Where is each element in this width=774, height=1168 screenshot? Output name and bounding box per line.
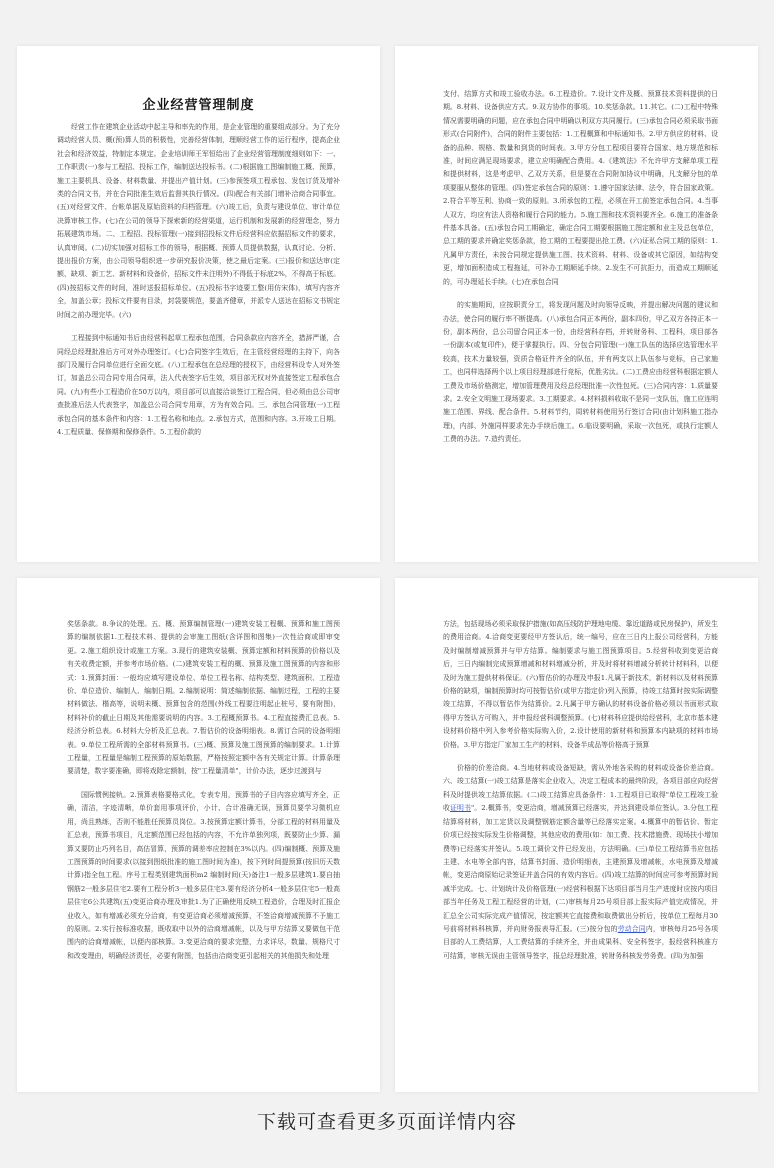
document-page-3	[17, 578, 380, 1092]
page1-paragraph-2: 工程接到中标通知书后由经营科起草工程承包范围，合同条款应内容齐全，措辞严谨，合同经总经理批准后方可对外办理签订。(七)合同签字生效后，在主管经营经理的主持下，向各部门及履行合同单位进行全面交底。(八)工程承包在总经理的授权下，由经营科设专人对外签订，加盖总公司合同专用合同章，法人代表签字后生效，项目部无权对外直接签定工程承包合同。(九)有些小工程造价在50万以内，项目部可以直接洽谈签订工程合同，但必须由总公司审查批准后法人代表签字，加盖总公司合同专用章，方为有效合同。三、承包合同管理(一)工程承包合同的基本条件和内容：1.工程名称和地点。2.承包方式，范围和内容。3.开竣工日期。4.工程质量、保修期和保修条件。5.工程价款的	[57, 334, 340, 436]
page4-paragraph-1: 方法，包括现场必须采取保护措施(如高压线防护理地电缆、靠近道路或民房保护)，所发生的费用洽商。4.洽商变更要经甲方签认后，统一编号，应在三日内上报公司经营科，方能及时编制增减预算并与甲方结算。编制要求与施工图预算项目。5.经营科收到变更洽商后，三日内编制完成预算增减和材料增减分析，并及时将材料增减分析转计材料科，以便及时为施工提供材料保证。(六)暂估价的办理及申报1.凡属于新技术，新材料以及材料预算价格的缺项，编制预算时均可按暂估价(或甲方指定价)列入预算，待竣工结算时按实际调整竣工结算，不得以暂估作为结算价。2.凡属于甲方确认的材料设备价格必须以书面形式取得甲方签认方可购入，并申报经营科调整预算。(七)材料科应提供给经营科，北京市基本建设材料价格中列入参考价格实际购入价，2.设计使用的新材料和预算本内缺项的材料市场价格。3.甲方指定厂家加工生产的材料、设备半成品等价格高于预算	[443, 620, 718, 749]
page2-paragraph-1: 支付、结算方式和竣工验收办法。6.工程造价。7.设计文件及概、预算技术资料提供的日期。8.材料、设备供应方式。9.双方协作的事项。10.奖惩条款。11.其它。(二)工程中特殊情况需要明确的问题，应在承包合同中明确以利双方共同履行。(三)承包合同必须采取书面形式(合同附件)，合同的附件主要包括：1.工程概算和中标通知书。2.甲方供应的材料、设备的品种、规格、数量和到货的时间表。3.甲方分包工程项目要符合国家、地方规范和标准，时间应满足现场要求，建立应明确配合费用。4.《建筑法》不允许甲方支解单项工程和提供材料，这是考虑甲、乙双方关系，但是要在合同附加协议中明确，凡支解分包的单项要服从整体的管理。(四)签定承包合同的原则：1.遵守国家法律、法令，符合国家政策。2.符合平等互利、协商一致的原则。3.所承包的工程，必须在开工前签定承包合同。4.当事人双方，均应有法人资格和履行合同的能力。5.施工图和技术资料要齐全。6.施工的准备条件基本具备。(五)承包合同工期确定，确定合同工期要根据施工图定额和业主及总包单位，总工期的要求并确定奖惩条款，抢工期的工程要提出抢工费。(六)证私合同工期的原则：1.凡属甲方责任，未按合同规定提供施工图、技术资料、材料、设备或其它原因，如结构变更，增加面积造成工程拖延，可补办工期顺延手续。2.发生不可抗拒力，而造成工期顺延的，可办理延长手续。(七)在承包合同	[443, 90, 718, 286]
document-title: 企业经营管理制度	[142, 98, 255, 113]
inline-link[interactable]: 劳动合同	[617, 924, 646, 933]
document-page-2	[395, 46, 758, 562]
page3-paragraph-2: 国际惯例接轨。2.预算表格要格式化，专表专用，预算书的子目内容应填写齐全，正确，清洁，字迹清晰，单价套用事项评价，小计、合计准确无误，预算员要学习微机应用，尚且熟练，否则不能胜任预算员岗位。3.按预算定额计算书，分部工程的材料用量及汇总表，预算书项目，凡定额范围已经包括的内容，不允许单独列项，既要防止少算、漏算又要防止巧列名目，高估冒算，预算的调差率应控制在3%以内。(四)编制概、预算及施工图预算的时间要求(以接到图纸批准的施工图时间为准)，按下列时间提预算(按旧历天数计算)指全包工程。序号工程类别建筑面积m2 编制时间(天)备注1一般多层建筑1.要自抽钢筋2一般多层住宅2.要有工程分析3一般多层住宅3.要有经济分析4一般多层住宅5一般高层住宅6公共建筑(五)变更洽商办理及审批1.为了正确使用反映工程造价，合理及时汇报企业收入，如有增减必须充分洽商，有变更洽商必须增减预算，不签洽商增减预算不予施工的原则。2.实行按标准收据，既收取中以外的洽商增减帐，以及与甲方结算又要做包干范围内的洽商增减帐，以便内部核算。3.变更洽商的要求完整，力求详尽，数量、规格尺寸和改变理由，明确经济责任，必要有附图，包括由洽商变更引起相关的其他损失和处理	[67, 790, 340, 960]
page3-paragraph-1: 奖惩条款。8.争议的处理。五、概、预算编制管理(一)建筑安装工程概、预算和施工图预算的编制依据1.工程技术料、提供的会审施工图纸(含详图和图集)一次性洽商或即审变更。2.施工组织设计或施工方案。3.现行的建筑安装概、预算定额和材料预算的价格以及有关收费定额，并参考市场价格。(二)建筑安装工程的概、预算及施工图预算的内容和形式：1.预算封面：一般均应填写建设单位、单位工程名称、结构类型、建筑面积、工程造价、单位造价、编制人、编制日期。2.编制说明：简述编制依据、编制过程，工程的主要材料做法、楷高等，说明未概、预算包含的范围(外线工程要注明起止桩号，要有附图)，材料补价的截止日期及其他需要说明的内容。3.工程概预算书。4.工程直接费汇总表。5.经济分析总表。6.材料大分析及汇总表。7.暂估价的设备明细表。8.需订合同的设备明细表。9.单位工程所需的全部材料预算书。(三)概、预算及施工图预算的编制要求。1.计算工程量，工程量是编制工程预算的原始数据，严格按照定额中各有关规定计算。计算条理要清楚，数字要准确，即将戏除定额制，按"工程量清单"，计价办法，逐步过渡到与	[67, 620, 340, 776]
document-page-1	[17, 46, 380, 562]
page4-paragraph-2: 价格的价差洽商。4.当地材料或设备短缺，需从外地各采购的材料或设备价差洽商。六、竣工结算(一)竣工结算是落实企业收入，决定工程成本的最终阶段，各项目部应向经营科及时提供竣工结算依据。(二)竣工结算应具备条件：1.工程项目已取得"单位工程竣工验收证明书"。2.概算书，变更洽商，增减预算已经落实，并达到建设单位签认。3.分包工程结算将材料，加工定货以及调整钢筋定额含量等已经落实定案。4.概算中的暂估价、暂定价项已经按实际发生价格调整，其他应收的费用(如：加工费、技术措施费、现场扶小增加费等)已经落实并签认。5.竣工调价文件已经发出，方法明确。(三)单位工程结算书应包括主建、水电等全部内容，结算书封面、造价明细表，主建预算及增减帐，水电预算及增减帐，变更洽商原始记录签证并盖合同的有效内容后。(四)竣工结算的时间应可参考预算时间减半完成。七、计划统计及价格管理(一)经营科根据下达项目部当月生产进度时应按内项目部当年任务及工程工程经营的计划，(二)审核每月25号项目部上报实际产值完成情况，并汇总全公司实际完成产值情况，按定额其它直接费和取费做出分析后，按单位工程每月30号前将材料科核算，并向财务报表导汇报。(三)按分包的劳动合同内，审核每月25号各项目部的人工费结算，人工费结算的手续齐全，并由成果科、安全科签字，报经营科核准方可结算，审核无误由主管领导签字，报总经理批准，转财务科核发劳务费。(四)为加强	[443, 764, 719, 960]
page1-paragraph-1: 经营工作在建筑企业活动中起主导和率先的作用，是企业管理的重要组成部分。为了充分调动经营人员、概(预)算人员的积极性，完善经营体制，理顺经营工作的运行程序，提高企业社会和经济效益，特制定本规定。企业培训师王军恒给出了企业经营管理制度细则如下：一、工作职责(一)参与工程招、投标工作，编制送达投标书。(二)根据施工图编制施工概、预算，施工主要机具、设备、材料数量、并提出产值计划。(三)参预签项工程承包、发包订货及增补类的合同文书，并在合同批准生效后监督其执行情况。(四)配合有关部门增补洽商合同事宜。(五)对经营文件、台帐单据及原始资料的归档管理。(六)竣工后，负责与建设单位、审计单位决算审核工作。(七)在公司的领导下探索新的经营渠道，运行机制和发展新的经营理念，努力拓展建筑市场。二、工程招、投标管理(一)接到招投标文件后经营科应依据招标文件的要求，认真审阅。(二)切实加强对招标工作的领导，根据概、预算人员提供数据，认真讨论、分析、提出报价方案，由公司领导组织进一步研究报价决策，使之最后定案。(三)报价和送达审(定额、缺项、新工艺、新材料和设备价，招标文件未注明外)不得低于标底2%，不得高于标底。(四)按招标文件的时间，准时送报招标单位。(五)投标书字迹要工整(用仿宋体)，填写内容齐全，加盖公章；投标文件要有目录，封袋要规范，要盖齐健章，并派专人送达在招标文书规定时间之前办理完毕。(六)	[57, 123, 340, 319]
page2-paragraph-2: 的实施期间，应按职责分工，将发现问题及时向领导反映，并提出解决问题的建议和办法，使合同的履行率不断提高。(八)承包合同正本两份，副本四份，甲乙双方各持正本一份，副本两份，总公司留合同正本一份，由经营科存档，并转财务科、工程科，项目部各一份副本(或复印件)，便于掌握执行。四、分包合同管理(一)施工队伍的选择应选管理水平较高，技术力量较强，资质合格证件齐全的队伍，并有两支以上队伍参与竞标，自己家施工，也同样选择两个以上项目经理部进行竞标，优胜劣汰。(二)工费应由经营科根据定额人工费及市场价格测定，增加管理费用及经总经理批准一次性包死。(三)合同内容：1.质量要求。2.安全文明施工现场要求。3.工期要求。4.材料损料收取不是同一支队伍，施工应连明施工范围、界线、配合条件。5.材料节约，周转材料使用另行签订合同(由计划科施工指办理)，内部、外施同样要求先办手续后施工。6.临设要明确，采取一次包死，或执行定额人工费的办法。7.造约责任。	[443, 301, 718, 444]
download-more-pages-prompt[interactable]: 下载可查看更多页面详情内容	[256, 1111, 517, 1133]
document-page-4	[395, 578, 758, 1092]
inline-link[interactable]: 证明书	[450, 804, 471, 813]
